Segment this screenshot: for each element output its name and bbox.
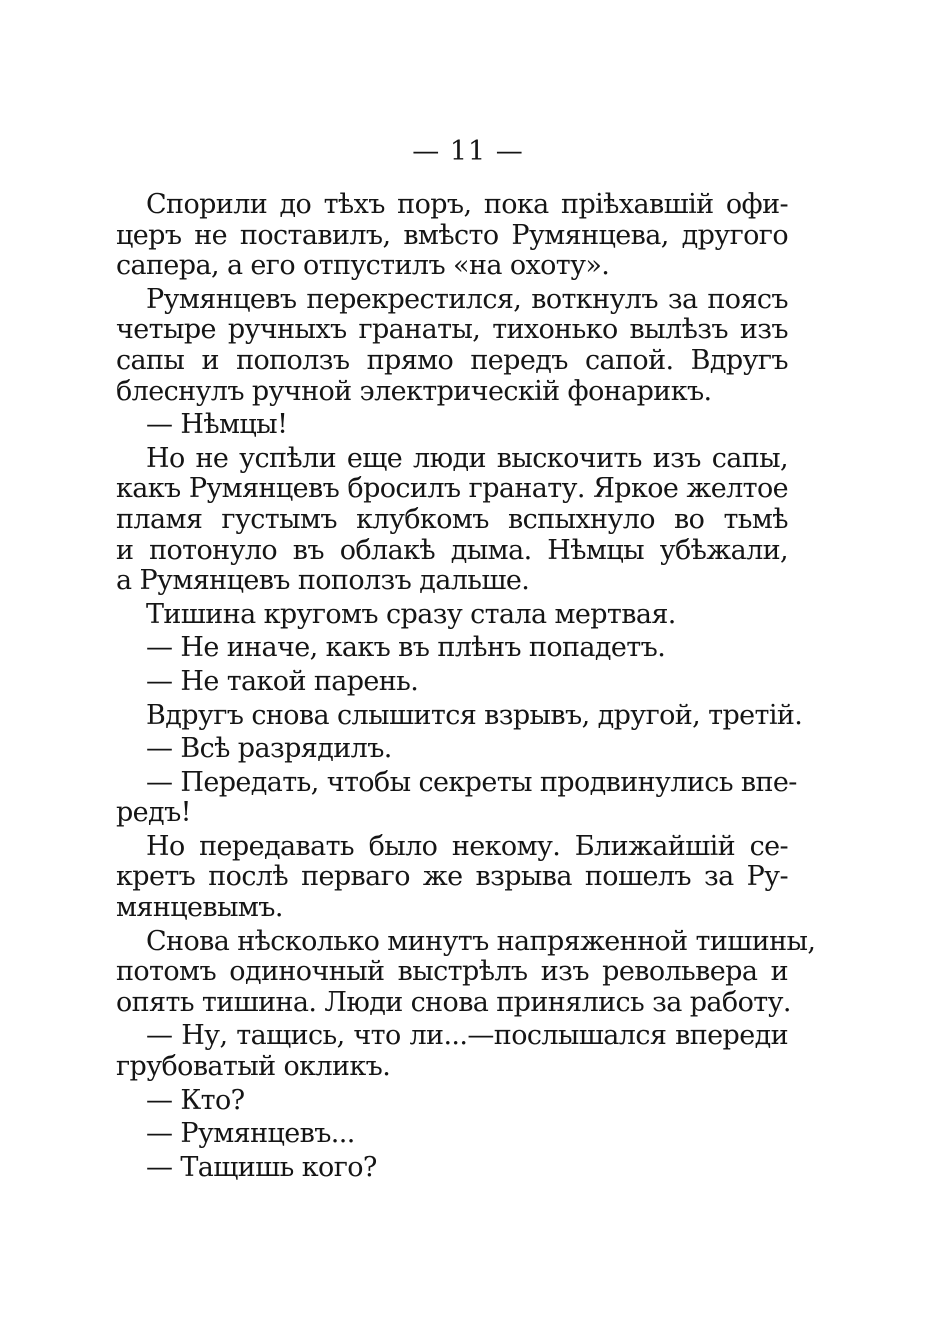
text-line: какъ Румянцевъ бросилъ гранату. Яркое желтое (116, 473, 788, 505)
text-line: и потонуло въ облакѣ дыма. Нѣмцы убѣжали, (116, 534, 788, 566)
paragraph (116, 1086, 788, 1117)
text-line: Снова нѣсколько минутъ напряженной тишины, (146, 925, 816, 957)
paragraph (116, 734, 788, 765)
text-line: Но передавать было некому. Ближайшій се- (146, 830, 788, 862)
text-line: мянцевымъ. (116, 892, 283, 924)
text-line: грубоватый окликъ. (116, 1051, 391, 1083)
paragraph (116, 699, 803, 732)
paragraph (116, 410, 788, 441)
text-line: потомъ одиночный выстрѣлъ изъ револьвера и (116, 956, 788, 988)
text-line: сапера, а его отпустилъ «на охоту». (116, 250, 610, 282)
text-line: — Всѣ разрядилъ. (146, 733, 392, 765)
text-line: — Не иначе, какъ въ плѣнъ попадетъ. (146, 632, 666, 664)
paragraph (116, 600, 788, 631)
text-line: Но не успѣли еще люди выскочить изъ сапы, (146, 442, 788, 474)
text-line: — Тащишь кого? (146, 1151, 377, 1183)
paragraph (116, 1021, 788, 1082)
text-line: пламя густымъ клубкомъ вспыхнуло во тьмѣ (116, 503, 788, 535)
text-line: опять тишина. Люди снова принялись за работу. (116, 986, 791, 1018)
text-line: церъ не поставилъ, вмѣсто Румянцева, другого (116, 219, 788, 251)
paragraph (116, 832, 788, 924)
text-line: Спорили до тѣхъ поръ, пока пріѣхавшій офи- (146, 189, 788, 220)
text-body (116, 189, 816, 1183)
paragraph (116, 633, 788, 664)
text-line: — Кто? (146, 1084, 245, 1116)
text-line: — Ну, тащись, что ли...—послышался впереди (146, 1020, 788, 1052)
text-line: а Румянцевъ поползъ дальше. (116, 565, 530, 597)
paragraph (116, 285, 788, 407)
paragraph (116, 1153, 788, 1184)
text-line: сапы и поползъ прямо передъ сапой. Вдругъ (116, 344, 788, 376)
text-line: — Румянцевъ... (146, 1118, 355, 1150)
text-line: — Не такой парень. (146, 665, 419, 697)
paragraph (116, 667, 788, 698)
paragraph (116, 766, 797, 829)
paragraph (116, 190, 788, 282)
text-line: блеснулъ ручной электрическій фонарикъ. (116, 375, 712, 407)
text-line: четыре ручныхъ гранаты, тихонько вылѣзъ изъ (116, 314, 788, 346)
text-line: Вдругъ снова слышится взрывъ, другой, третій. (146, 699, 803, 731)
text-line: Тишина кругомъ сразу стала мертвая. (146, 598, 676, 630)
text-line: — Нѣмцы! (146, 409, 288, 441)
paragraph (116, 925, 816, 1019)
text-line: редъ! (116, 797, 191, 829)
page-number: — 11 — (412, 136, 524, 167)
text-line: Румянцевъ перекрестился, воткнулъ за поясъ (146, 283, 788, 315)
paragraph (116, 444, 788, 597)
text-line: — Передать, чтобы секреты продвинулись впе- (146, 766, 797, 798)
paragraph (116, 1119, 788, 1150)
text-line: кретъ послѣ перваго же взрыва пошелъ за Ру- (116, 861, 788, 893)
